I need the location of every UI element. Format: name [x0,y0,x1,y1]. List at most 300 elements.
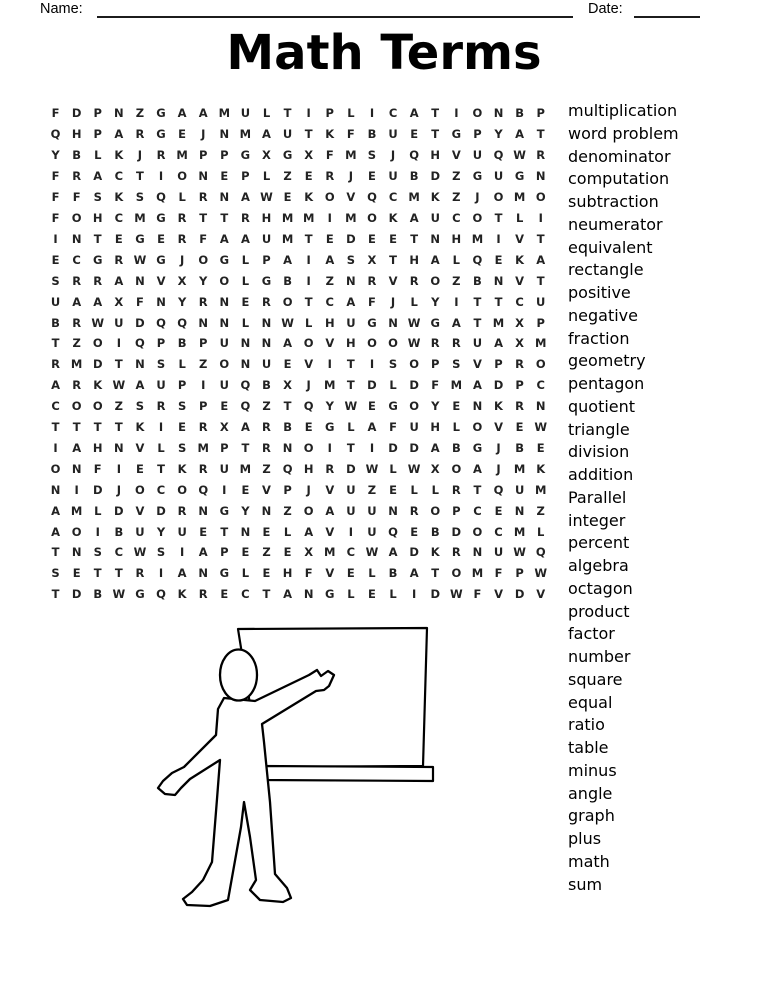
grid-letter: K [494,399,503,414]
grid-letter: A [114,273,124,288]
grid-letter: C [494,524,503,539]
grid-letter: O [71,399,82,414]
grid-letter: G [367,315,377,330]
grid-letter: E [241,545,250,560]
grid-letter: V [325,482,335,497]
grid-letter: C [156,482,166,497]
grid-letter: X [177,273,187,288]
grid-letter: Q [156,587,166,602]
grid-letter: Q [388,524,398,539]
grid-letter: I [369,357,375,372]
grid-letter: O [409,357,420,372]
grid-letter: P [198,399,208,414]
grid-letter: S [51,566,60,581]
grid-letter: T [114,420,123,435]
grid-letter: A [494,336,503,351]
grid-letter: O [303,440,314,455]
grid-letter: U [430,210,440,225]
grid-letter: G [219,566,230,581]
grid-letter: F [325,148,334,163]
grid-letter: O [219,273,230,288]
grid-letter: T [114,357,123,372]
grid-letter: R [198,420,208,435]
grid-letter: B [473,273,482,288]
grid-letter: L [347,106,355,121]
grid-letter: V [156,273,166,288]
grid-letter: O [367,210,377,225]
grid-letter: K [430,190,440,205]
grid-letter: F [431,378,440,393]
grid-letter: J [306,378,311,393]
grid-letter: E [157,231,165,246]
grid-letter: O [493,190,504,205]
grid-letter: R [325,169,335,184]
date-label: Date: [588,1,623,17]
grid-letter: T [157,461,165,476]
grid-letter: E [283,545,292,560]
grid-letter: M [197,440,209,455]
grid-letter: L [431,482,439,497]
grid-letter: A [430,440,440,455]
grid-letter: N [261,336,272,351]
grid-letter: A [93,169,103,184]
word-list-item: number [568,647,631,666]
grid-letter: I [158,420,164,435]
grid-letter: P [93,127,102,142]
grid-letter: C [114,210,124,225]
grid-letter: T [410,231,419,246]
grid-letter: T [536,231,545,246]
grid-letter: I [179,545,185,560]
grid-letter: A [515,127,525,142]
grid-letter: T [431,106,440,121]
word-list-item: positive [568,283,631,302]
grid-letter: K [304,190,314,205]
grid-letter: L [389,461,397,476]
grid-letter: P [515,378,524,393]
grid-letter: D [409,378,419,393]
grid-letter: E [452,399,461,414]
grid-letter: B [515,106,524,121]
grid-letter: L [305,315,313,330]
grid-letter: Q [177,315,187,330]
grid-letter: R [367,273,377,288]
grid-letter: U [346,315,356,330]
grid-letter: S [156,545,166,560]
word-list-item: equal [568,692,613,712]
grid-letter: A [51,378,60,393]
grid-letter: M [134,210,146,225]
grid-letter: A [451,315,461,330]
grid-letter: N [282,440,293,455]
grid-letter: A [93,294,103,309]
teacher-blackboard-svg [120,612,460,920]
word-list-item: math [568,851,610,871]
grid-letter: U [177,524,187,539]
grid-letter: E [135,461,144,476]
grid-letter: F [72,190,81,205]
grid-letter: Y [177,294,187,309]
grid-letter: H [71,127,82,142]
grid-letter: Z [452,273,461,288]
grid-letter: H [92,440,103,455]
grid-letter: O [177,482,187,497]
grid-letter: T [135,169,144,184]
grid-letter: N [198,315,209,330]
grid-letter: A [409,210,419,225]
grid-letter: W [91,315,105,330]
grid-letter: L [241,252,250,267]
word-list-item: neumerator [568,214,663,234]
grid-letter: N [472,399,483,414]
grid-letter: Q [240,378,251,393]
grid-letter: J [137,148,143,163]
grid-letter: I [222,482,227,497]
grid-letter: T [473,294,482,309]
grid-letter: A [472,378,482,393]
grid-letter: G [156,106,166,121]
grid-letter: C [72,252,81,267]
grid-letter: B [72,148,82,163]
grid-letter: S [135,399,145,414]
grid-letter: Z [199,357,208,372]
grid-letter: T [283,106,292,121]
grid-letter: A [346,294,356,309]
grid-letter: U [219,378,229,393]
grid-letter: N [535,169,546,184]
grid-letter: P [325,106,334,121]
grid-letter: K [177,461,187,476]
grid-letter: Z [262,545,271,560]
grid-letter: O [50,461,61,476]
grid-letter: T [494,294,503,309]
word-list-item: graph [568,806,615,826]
grid-letter: E [72,566,81,581]
grid-letter: N [71,231,82,246]
grid-letter: P [494,357,503,372]
grid-letter: F [199,231,208,246]
grid-letter: L [241,315,250,330]
grid-letter: I [201,378,206,393]
grid-letter: R [409,503,419,518]
grid-letter: T [346,357,355,372]
grid-letter: W [281,315,294,330]
grid-letter: R [262,294,271,309]
grid-letter: Z [262,461,271,476]
grid-letter: I [306,273,311,288]
grid-letter: W [407,461,421,476]
grid-letter: D [114,503,124,518]
grid-letter: C [388,190,398,205]
grid-letter: S [367,148,377,163]
grid-letter: I [53,440,58,455]
grid-letter: D [156,503,166,518]
grid-letter: U [346,503,356,518]
grid-letter: R [198,190,208,205]
grid-letter: A [240,190,250,205]
grid-letter: V [451,148,461,163]
grid-letter: S [156,357,166,372]
grid-letter: M [471,231,484,246]
grid-letter: T [304,127,313,142]
grid-letter: D [71,587,82,602]
grid-letter: S [177,440,187,455]
grid-letter: S [93,190,102,205]
grid-letter: U [240,106,251,121]
word-list-item: integer [568,510,626,530]
grid-letter: V [388,273,398,288]
grid-letter: O [409,399,420,414]
grid-letter: G [219,503,230,518]
grid-letter: M [450,378,463,393]
grid-letter: F [368,294,376,309]
grid-letter: H [282,566,293,581]
grid-letter: W [344,399,358,414]
grid-letter: A [219,231,229,246]
grid-letter: A [283,336,293,351]
grid-letter: V [472,357,482,372]
grid-letter: N [430,231,441,246]
grid-letter: L [515,210,524,225]
word-list-item: minus [568,760,617,780]
grid-letter: I [306,106,311,121]
grid-letter: E [368,231,376,246]
grid-letter: L [241,566,250,581]
grid-letter: E [304,169,313,184]
grid-letter: O [388,336,398,351]
grid-letter: T [494,210,503,225]
grid-letter: A [51,524,60,539]
teacher-blackboard-illustration [120,612,460,920]
grid-letter: R [72,273,82,288]
grid-letter: T [262,587,271,602]
grid-letter: Q [472,252,483,267]
grid-letter: O [92,336,103,351]
grid-letter: O [472,106,483,121]
grid-letter: H [303,461,314,476]
grid-letter: U [536,294,546,309]
grid-letter: P [93,106,102,121]
grid-letter: H [346,336,356,351]
grid-letter: V [536,587,546,602]
grid-letter: O [324,190,335,205]
grid-letter: P [515,566,524,581]
grid-letter: E [262,566,271,581]
grid-letter: M [513,524,526,539]
grid-letter: J [390,294,396,309]
grid-letter: L [410,482,418,497]
grid-letter: R [451,336,461,351]
grid-letter: I [496,231,501,246]
grid-letter: Y [431,294,440,309]
grid-letter: S [135,190,145,205]
grid-letter: J [496,461,501,476]
grid-letter: E [178,127,187,142]
grid-letter: T [304,294,313,309]
word-list-item: word problem [568,123,679,143]
grid-letter: R [240,210,250,225]
grid-letter: V [515,231,525,246]
word-list-item: octagon [568,578,633,598]
grid-letter: N [198,503,209,518]
grid-letter: A [283,252,293,267]
grid-letter: W [133,545,147,560]
grid-letter: C [241,587,250,602]
grid-letter: O [282,294,293,309]
grid-letter: R [515,357,525,372]
grid-letter: O [135,482,145,497]
grid-letter: G [156,127,166,142]
word-list-item: angle [568,783,613,803]
grid-letter: L [347,420,355,435]
grid-letter: Y [241,503,250,518]
grid-letter: T [93,566,102,581]
grid-letter: U [156,378,166,393]
grid-letter: E [368,399,376,414]
grid-letter: R [72,378,82,393]
grid-letter: O [71,524,82,539]
grid-letter: U [261,231,272,246]
grid-letter: P [536,315,545,330]
grid-letter: L [241,273,250,288]
grid-letter: V [346,190,356,205]
grid-letter: A [325,503,335,518]
grid-letter: F [51,190,60,205]
grid-letter: Q [135,336,145,351]
grid-letter: A [409,106,419,121]
grid-letter: K [388,210,398,225]
grid-letter: E [241,294,250,309]
grid-letter: E [368,169,376,184]
grid-letter: M [70,503,83,518]
grid-letter: P [241,169,250,184]
grid-letter: I [53,231,58,246]
grid-letter: U [472,336,483,351]
grid-letter: W [534,420,548,435]
grid-letter: O [451,461,462,476]
grid-letter: X [219,420,229,435]
grid-letter: E [241,482,250,497]
grid-letter: C [473,503,482,518]
grid-letter: B [451,440,461,455]
grid-letter: M [345,148,357,163]
grid-letter: E [389,482,397,497]
grid-letter: L [537,524,545,539]
grid-letter: R [135,566,145,581]
grid-letter: M [534,482,547,497]
grid-letter: F [494,566,503,581]
grid-letter: A [72,440,82,455]
grid-letter: R [51,357,60,372]
grid-letter: D [514,587,525,602]
grid-letter: S [51,273,60,288]
grid-letter: B [177,336,187,351]
grid-letter: R [156,399,166,414]
grid-letter: W [112,587,126,602]
grid-letter: W [407,336,421,351]
grid-letter: I [348,524,353,539]
grid-letter: U [367,503,377,518]
grid-letter: U [388,169,398,184]
grid-letter: M [513,461,526,476]
grid-letter: F [51,169,60,184]
grid-letter: A [177,106,187,121]
grid-letter: U [50,294,61,309]
grid-letter: V [325,336,335,351]
grid-letter: Z [325,273,334,288]
grid-letter: N [388,503,398,518]
grid-letter: J [179,252,185,267]
grid-letter: U [493,545,504,560]
grid-letter: Z [283,503,292,518]
grid-letter: X [515,336,525,351]
grid-letter: B [262,378,271,393]
word-list-item: subtraction [568,192,659,211]
grid-letter: P [198,148,208,163]
grid-letter: X [114,294,124,309]
grid-letter: D [346,231,356,246]
grid-letter: T [51,336,60,351]
grid-letter: G [451,127,462,142]
grid-letter: Q [198,482,209,497]
grid-letter: Q [240,399,251,414]
word-list-item: division [568,442,630,462]
grid-letter: Y [156,524,166,539]
grid-letter: V [325,524,335,539]
grid-letter: U [219,461,229,476]
grid-letter: G [135,587,145,602]
grid-letter: P [156,336,166,351]
grid-letter: R [515,399,525,414]
word-list-item: geometry [568,351,646,371]
grid-letter: N [135,357,145,372]
grid-letter: L [178,190,186,205]
grid-letter: P [177,378,187,393]
grid-letter: E [515,420,524,435]
grid-letter: N [198,169,209,184]
grid-letter: T [431,127,440,142]
letter-grid [45,103,551,605]
grid-letter: G [388,399,398,414]
grid-letter: J [348,169,353,184]
grid-letter: I [116,461,121,476]
grid-letter: N [240,357,251,372]
word-list-item: algebra [568,556,629,575]
grid-letter: J [475,190,480,205]
grid-letter: L [283,524,292,539]
grid-letter: X [304,148,314,163]
grid-letter: N [240,336,251,351]
grid-letter: I [116,336,121,351]
grid-letter: O [177,169,187,184]
grid-letter: Q [493,482,504,497]
grid-letter: P [536,106,545,121]
grid-letter: A [430,252,440,267]
grid-letter: Z [262,399,271,414]
grid-letter: H [92,210,103,225]
grid-letter: G [472,169,483,184]
grid-letter: T [536,273,545,288]
grid-letter: F [135,294,144,309]
grid-letter: F [51,106,60,121]
grid-letter: Z [283,169,292,184]
grid-letter: Z [135,106,145,121]
grid-letter: N [156,294,166,309]
grid-letter: I [454,294,459,309]
grid-letter: E [494,252,503,267]
grid-letter: T [199,210,208,225]
grid-letter: K [114,190,124,205]
